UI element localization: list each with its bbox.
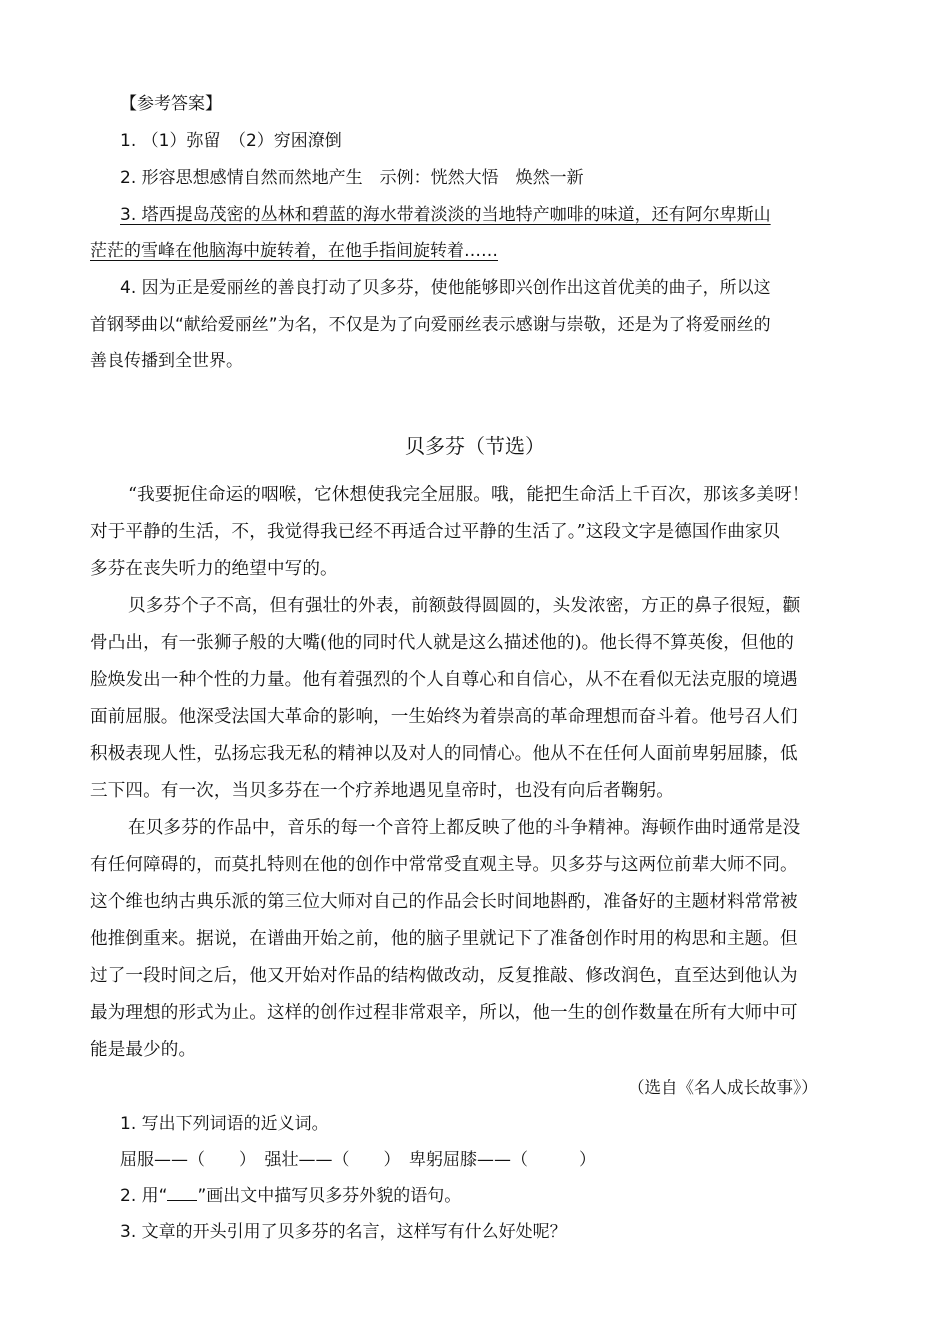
answer-4-line-3: 善良传播到全世界。 [90, 351, 243, 371]
article-line-16: 能是最少的。 [90, 1040, 197, 1060]
article-line-4: 贝多芬个子不高，但有强壮的外表，前额鼓得圆圆的，头发浓密，方正的鼻子很短，颧 [128, 596, 801, 616]
question-2-suffix: ”画出文中描写贝多芬外貌的语句。 [197, 1186, 462, 1206]
question-2 [120, 1184, 461, 1208]
article-line-6: 脸焕发出一种个性的力量。他有着强烈的个人自尊心和自信心，从不在看似无法克服的境遇 [90, 670, 798, 690]
article-line-2: 对于平静的生活，不，我觉得我已经不再适合过平静的生活了。”这段文字是德国作曲家贝 [90, 522, 781, 542]
article-line-11: 有任何障碍的，而莫扎特则在他的创作中常常受直观主导。贝多芬与这两位前辈大师不同。 [90, 855, 798, 875]
answer-3-line-1: 3. 塔西提岛茂密的丛林和碧蓝的海水带着淡淡的当地特产咖啡的味道，还有阿尔卑斯山 [120, 205, 771, 225]
article-line-7: 面前屈服。他深受法国大革命的影响，一生始终为着崇高的革命理想而奋斗着。他号召人们 [90, 707, 798, 727]
article-line-1: “我要扼住命运的咽喉，它休想使我完全屈服。哦，能把生命活上千百次，那该多美呀！ [128, 485, 810, 505]
underline-sample [167, 1186, 197, 1201]
question-1-items: 屈服——（ ） 强壮——（ ） 卑躬屈膝——（ ） [120, 1150, 596, 1170]
answer-3-line-2: 茫茫的雪峰在他脑海中旋转着，在他手指间旋转着…… [90, 241, 498, 261]
answers-heading: 【参考答案】 [120, 94, 222, 114]
article-line-9: 三下四。有一次，当贝多芬在一个疗养地遇见皇帝时，也没有向后者鞠躬。 [90, 781, 674, 801]
answer-4-line-1: 4. 因为正是爱丽丝的善良打动了贝多芬，使他能够即兴创作出这首优美的曲子，所以这 [120, 278, 771, 298]
article-line-14: 过了一段时间之后，他又开始对作品的结构做改动，反复推敲、修改润色，直至达到他认为 [90, 966, 798, 986]
article-line-13: 他推倒重来。据说，在谱曲开始之前，他的脑子里就记下了准备创作时用的构思和主题。但 [90, 929, 798, 949]
article-line-10: 在贝多芬的作品中，音乐的每一个音符上都反映了他的斗争精神。海顿作曲时通常是没 [128, 818, 801, 838]
question-3: 3. 文章的开头引用了贝多芬的名言，这样写有什么好处呢？ [120, 1222, 567, 1242]
article-line-15: 最为理想的形式为止。这样的创作过程非常艰辛，所以，他一生的创作数量在所有大师中可 [90, 1003, 798, 1023]
article-line-8: 积极表现人性，弘扬忘我无私的精神以及对人的同情心。他从不在任何人面前卑躬屈膝，低 [90, 744, 798, 764]
article-title: 贝多芬（节选） [405, 434, 545, 458]
question-2-prefix: 2. 用“ [120, 1186, 168, 1206]
answer-1: 1. （1）弥留 （2）穷困潦倒 [120, 131, 342, 151]
answer-4-line-2: 首钢琴曲以“献给爱丽丝”为名，不仅是为了向爱丽丝表示感谢与崇敬，还是为了将爱丽丝的 [90, 315, 771, 335]
answer-2: 2. 形容思想感情自然而然地产生 示例：恍然大悟 焕然一新 [120, 168, 584, 188]
question-1: 1. 写出下列词语的近义词。 [120, 1114, 329, 1134]
article-line-12: 这个维也纳古典乐派的第三位大师对自己的作品会长时间地斟酌，准备好的主题材料常常被 [90, 892, 798, 912]
article-line-5: 骨凸出，有一张狮子般的大嘴(他的同时代人就是这么描述他的)。他长得不算英俊，但他的 [90, 633, 794, 653]
article-line-3: 多芬在丧失听力的绝望中写的。 [90, 559, 338, 579]
article-source: （选自《名人成长故事》） [628, 1078, 818, 1097]
